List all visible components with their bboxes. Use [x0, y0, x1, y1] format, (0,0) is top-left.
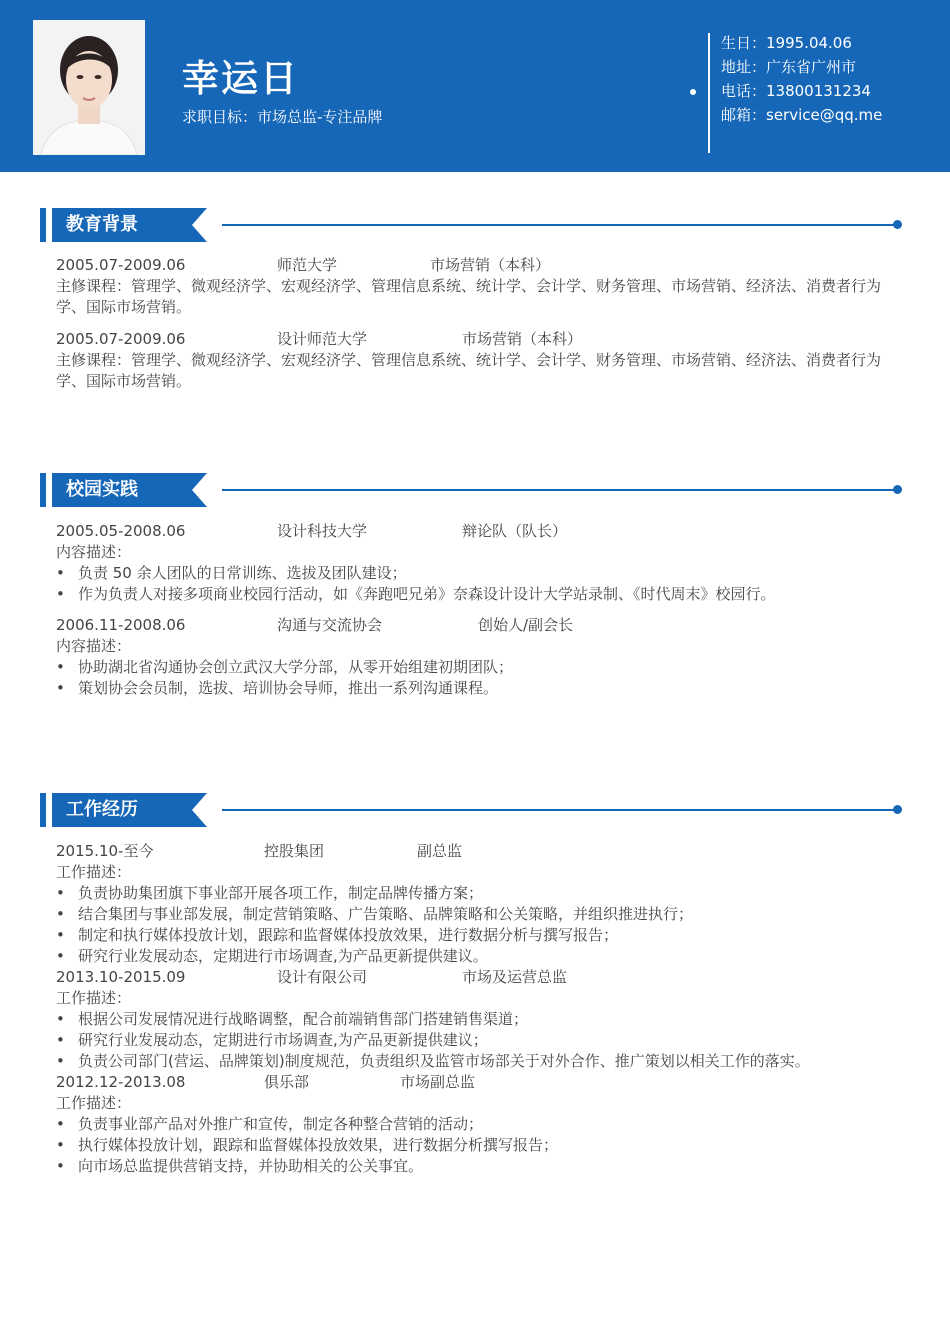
desc-label: 工作描述： — [56, 989, 132, 1007]
work-entry — [56, 1072, 901, 1177]
job-objective: 求职目标：市场总监-专注品牌 — [182, 108, 383, 126]
list-item: • 制定和执行媒体投放计划，跟踪和监督媒体投放效果，进行数据分析与撰写报告； — [56, 925, 901, 946]
desc-label: 内容描述： — [56, 543, 132, 561]
section-title-education — [40, 208, 210, 242]
period: 2005.05-2008.06 — [56, 522, 186, 540]
header-divider — [708, 33, 710, 153]
divider-dot — [690, 89, 696, 95]
courses: 主修课程：管理学、微观经济学、宏观经济学、管理信息系统、统计学、会计学、财务管理、市场营销、经济法、消费者行为学、国际市场营销。 — [56, 351, 882, 390]
list-item: • 执行媒体投放计划，跟踪和监督媒体投放效果，进行数据分析撰写报告； — [56, 1135, 901, 1156]
bullet-list — [56, 1009, 901, 1072]
work-list — [56, 841, 901, 1177]
candidate-name: 幸运日 — [182, 57, 299, 100]
period: 2013.10-2015.09 — [56, 968, 186, 986]
section-divider-dot — [893, 805, 902, 814]
campus-entry — [56, 521, 901, 605]
desc-label: 工作描述： — [56, 1094, 132, 1112]
list-item: • 负责 50 余人团队的日常训练、选拔及团队建设； — [56, 563, 901, 584]
list-item: • 负责协助集团旗下事业部开展各项工作，制定品牌传播方案； — [56, 883, 901, 904]
organization: 沟通与交流协会 — [277, 616, 383, 634]
list-item: • 协助湖北省沟通协会创立武汉大学分部，从零开始组建初期团队； — [56, 657, 901, 678]
bullet-list — [56, 1114, 901, 1177]
position: 市场及运营总监 — [462, 968, 568, 986]
header-banner — [0, 0, 950, 172]
list-item: • 向市场总监提供营销支持，并协助相关的公关事宜。 — [56, 1156, 901, 1177]
company: 俱乐部 — [264, 1073, 310, 1091]
courses: 主修课程：管理学、微观经济学、宏观经济学、管理信息系统、统计学、会计学、财务管理、市场营销、经济法、消费者行为学、国际市场营销。 — [56, 277, 882, 316]
period: 2005.07-2009.06 — [56, 330, 186, 348]
section-divider-dot — [893, 485, 902, 494]
period: 2015.10-至今 — [56, 842, 154, 860]
section-label: 校园实践 — [66, 479, 138, 500]
portrait-image — [33, 20, 145, 155]
desc-label: 工作描述： — [56, 863, 132, 881]
position: 市场副总监 — [400, 1073, 476, 1091]
section-label: 工作经历 — [66, 799, 138, 820]
list-item: • 研究行业发展动态，定期进行市场调查,为产品更新提供建议； — [56, 1030, 901, 1051]
birthday: 生日：1995.04.06 — [721, 34, 852, 52]
section-divider-dot — [893, 220, 902, 229]
education-entry — [56, 329, 901, 392]
education-list — [56, 255, 901, 392]
work-entry — [56, 841, 901, 967]
list-item: • 结合集团与事业部发展，制定营销策略、广告策略、品牌策略和公关策略，并组织推进执行； — [56, 904, 901, 925]
section-divider — [222, 224, 898, 226]
education-entry — [56, 255, 901, 318]
list-item: • 作为负责人对接多项商业校园行活动，如《奔跑吧兄弟》奈森设计设计大学站录制、《时代周末》校园行。 — [56, 584, 901, 605]
role: 创始人/副会长 — [478, 616, 574, 634]
period: 2006.11-2008.06 — [56, 616, 186, 634]
organization: 设计科技大学 — [277, 522, 368, 540]
list-item: • 负责公司部门(营运、品牌策划)制度规范，负责组织及监管市场部关于对外合作、推广策划以相关工作的落实。 — [56, 1051, 901, 1072]
desc-label: 内容描述： — [56, 637, 132, 655]
list-item: • 负责事业部产品对外推广和宣传，制定各种整合营销的活动； — [56, 1114, 901, 1135]
major: 市场营销（本科） — [430, 256, 551, 274]
list-item: • 研究行业发展动态，定期进行市场调查,为产品更新提供建议。 — [56, 946, 901, 967]
bullet-list — [56, 563, 901, 605]
section-label: 教育背景 — [66, 214, 138, 235]
section-divider — [222, 809, 898, 811]
school: 师范大学 — [277, 256, 338, 274]
phone: 电话：13800131234 — [721, 82, 871, 100]
section-title-work — [40, 793, 210, 827]
list-item: • 根据公司发展情况进行战略调整，配合前端销售部门搭建销售渠道； — [56, 1009, 901, 1030]
position: 副总监 — [417, 842, 463, 860]
campus-list — [56, 521, 901, 699]
address: 地址：广东省广州市 — [721, 58, 857, 76]
bullet-list — [56, 657, 901, 699]
work-entry — [56, 967, 901, 1072]
email: 邮箱：service@qq.me — [721, 106, 883, 124]
school: 设计师范大学 — [277, 330, 368, 348]
campus-entry — [56, 615, 901, 699]
period: 2005.07-2009.06 — [56, 256, 186, 274]
major: 市场营销（本科） — [462, 330, 583, 348]
list-item: • 策划协会会员制，选拔、培训协会导师，推出一系列沟通课程。 — [56, 678, 901, 699]
company: 设计有限公司 — [277, 968, 368, 986]
company: 控股集团 — [264, 842, 325, 860]
role: 辩论队（队长） — [462, 522, 568, 540]
section-title-campus — [40, 473, 210, 507]
contact-info — [721, 31, 882, 127]
section-divider — [222, 489, 898, 491]
period: 2012.12-2013.08 — [56, 1073, 186, 1091]
bullet-list — [56, 883, 901, 967]
avatar — [33, 20, 145, 155]
